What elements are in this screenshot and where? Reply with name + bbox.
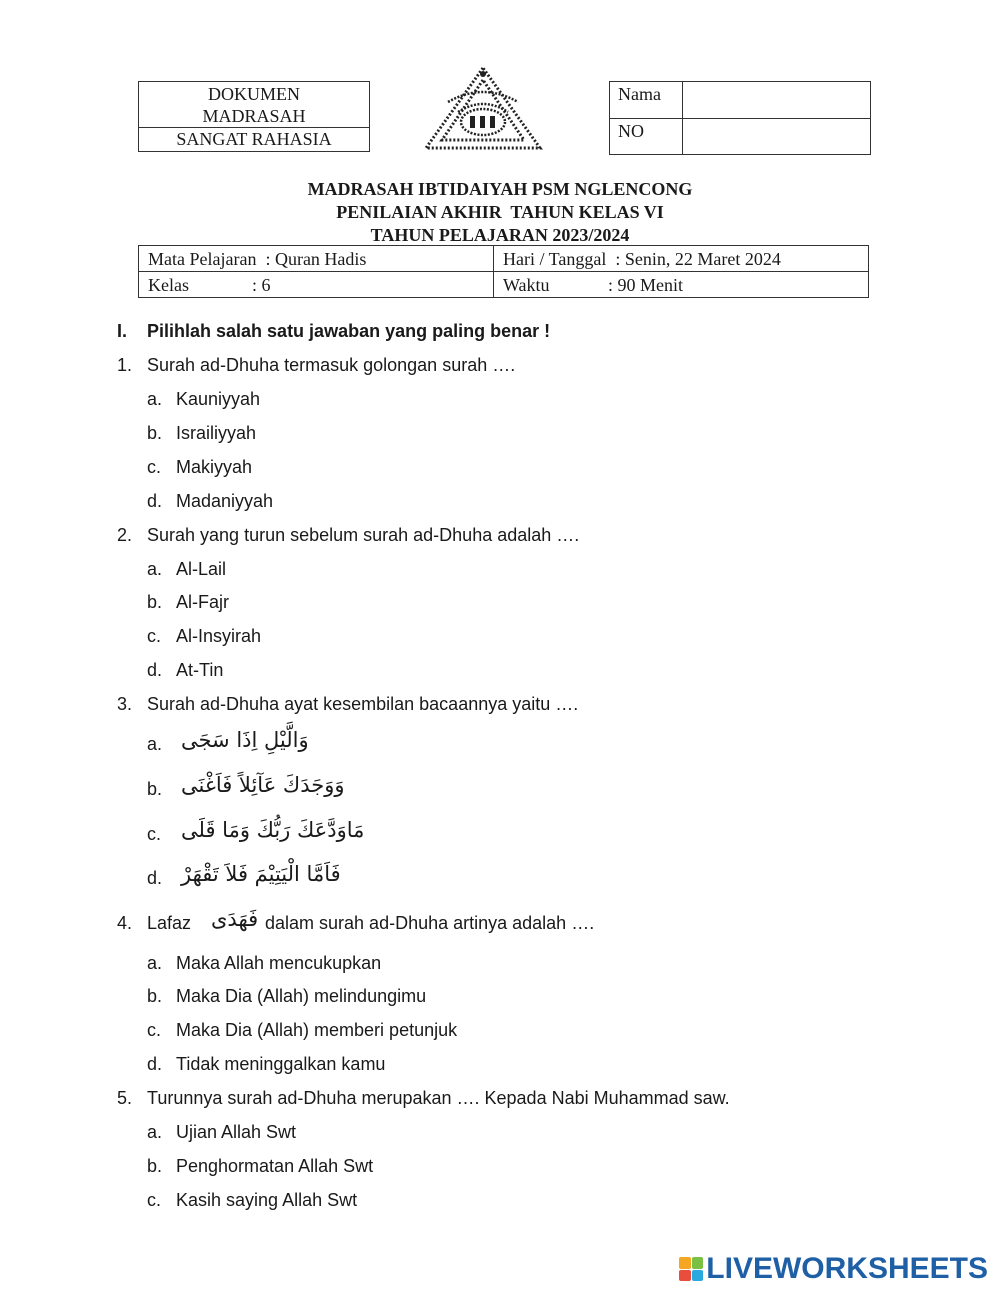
q1-option-a[interactable] [147, 389, 261, 410]
section-heading [117, 321, 551, 342]
q4-option-b[interactable] [147, 986, 427, 1007]
student-identity-box [609, 81, 871, 155]
liveworksheets-brand-text: LIVEWORKSHEETS [706, 1252, 988, 1285]
option-text: Maka Allah mencukupkan [176, 953, 382, 973]
option-letter: b. [147, 1156, 163, 1176]
liveworksheets-badge-icon [679, 1257, 703, 1281]
name-field[interactable] [683, 82, 870, 118]
option-text: Maka Dia (Allah) memberi petunjuk [176, 1020, 458, 1040]
question-number: 3. [117, 694, 133, 714]
no-row [610, 119, 870, 155]
question-number: 5. [117, 1088, 133, 1108]
option-letter: b. [147, 592, 163, 612]
no-field[interactable] [683, 119, 870, 155]
option-arabic-text: فَاَمَّا الْيَتِيْمَ فَلاَ تَقْهَرْ [181, 862, 341, 886]
question-number: 4. [117, 913, 133, 933]
school-logo-icon [418, 62, 548, 154]
option-text: Penghormatan Allah Swt [176, 1156, 374, 1176]
q3-option-c[interactable] [147, 818, 377, 852]
option-letter: b. [147, 779, 163, 799]
option-letter: b. [147, 423, 163, 443]
question-number: 2. [117, 525, 133, 545]
option-arabic-text: وَوَجَدَكَ عَآئِلاً فَاَغْنَى [181, 773, 345, 797]
no-label: NO [610, 119, 683, 155]
q4-option-d[interactable] [147, 1054, 386, 1075]
option-letter: d. [147, 868, 163, 888]
exam-info-table [138, 245, 869, 298]
name-row [610, 82, 870, 119]
option-arabic-text: مَاوَدَّعَكَ رَبُّكَ وَمَا قَلَى [181, 818, 365, 842]
option-text: Al-Insyirah [176, 626, 262, 646]
q2-option-d[interactable] [147, 660, 224, 681]
q5-option-b[interactable] [147, 1156, 374, 1177]
exam-title: PENILAIAN AKHIR TAHUN KELAS VI [336, 202, 664, 222]
option-letter: c. [147, 626, 162, 646]
option-letter: c. [147, 1190, 162, 1210]
option-letter: c. [147, 1020, 162, 1040]
option-text: Tidak meninggalkan kamu [176, 1054, 386, 1074]
option-letter: b. [147, 986, 163, 1006]
option-text: Makiyyah [176, 457, 253, 477]
section-number: I. [117, 321, 128, 341]
option-text: Madaniyyah [176, 491, 274, 511]
question-text-before: Lafaz [147, 913, 192, 933]
q3-option-d[interactable] [147, 862, 367, 896]
q5-option-a[interactable] [147, 1122, 297, 1143]
option-text: At-Tin [176, 660, 224, 680]
q4-option-c[interactable] [147, 1020, 458, 1041]
q5-option-c[interactable] [147, 1190, 358, 1211]
q1-option-d[interactable] [147, 491, 274, 512]
option-text: Al-Fajr [176, 592, 229, 612]
option-letter: c. [147, 824, 162, 844]
doc-line-3: SANGAT RAHASIA [139, 127, 369, 150]
question-text: Surah yang turun sebelum surah ad-Dhuha adalah …. [147, 525, 580, 545]
option-text: Al-Lail [176, 559, 227, 579]
liveworksheets-logo[interactable] [679, 1252, 988, 1286]
option-text: Ujian Allah Swt [176, 1122, 297, 1142]
time-cell: Waktu : 90 Menit [494, 272, 869, 298]
doc-line-2: MADRASAH [202, 106, 306, 126]
doc-line-1: DOKUMEN [208, 84, 300, 104]
question-text: Turunnya surah ad-Dhuha merupakan …. Kepada Nabi Muhammad saw. [147, 1088, 730, 1108]
question-arabic-word: فَهَدَى [211, 907, 259, 931]
option-letter: a. [147, 1122, 163, 1142]
q3-option-b[interactable] [147, 773, 367, 807]
question-text: Surah ad-Dhuha ayat kesembilan bacaannya yaitu …. [147, 694, 579, 714]
option-arabic-text: وَالَّيْلِ اِذَا سَجَى [181, 728, 309, 752]
option-letter: d. [147, 1054, 163, 1074]
option-text: Israiliyyah [176, 423, 257, 443]
q1-option-b[interactable] [147, 423, 257, 444]
subject-cell: Mata Pelajaran : Quran Hadis [139, 246, 494, 272]
date-cell: Hari / Tanggal : Senin, 22 Maret 2024 [494, 246, 869, 272]
q2-option-c[interactable] [147, 626, 262, 647]
school-title: MADRASAH IBTIDAIYAH PSM NGLENCONG [307, 179, 693, 199]
q2-option-a[interactable] [147, 559, 227, 580]
option-letter: d. [147, 660, 163, 680]
option-text: Kasih saying Allah Swt [176, 1190, 358, 1210]
year-title: TAHUN PELAJARAN 2023/2024 [370, 225, 630, 245]
q3-option-a[interactable] [147, 728, 347, 762]
option-text: Kauniyyah [176, 389, 261, 409]
document-classification-box [138, 81, 370, 152]
question-text: Surah ad-Dhuha termasuk golongan surah …. [147, 355, 516, 375]
option-letter: a. [147, 734, 163, 754]
section-instruction: Pilihlah salah satu jawaban yang paling benar ! [147, 321, 551, 341]
q2-option-b[interactable] [147, 592, 229, 613]
question-4 [117, 907, 977, 943]
question-number: 1. [117, 355, 133, 375]
name-label: Nama [610, 82, 683, 118]
q4-option-a[interactable] [147, 953, 382, 974]
class-cell: Kelas : 6 [139, 272, 494, 298]
q1-option-c[interactable] [147, 457, 253, 478]
option-letter: a. [147, 389, 163, 409]
question-text-after: dalam surah ad-Dhuha artinya adalah …. [265, 913, 595, 933]
option-text: Maka Dia (Allah) melindungimu [176, 986, 427, 1006]
option-letter: d. [147, 491, 163, 511]
option-letter: a. [147, 953, 163, 973]
option-letter: c. [147, 457, 162, 477]
option-letter: a. [147, 559, 163, 579]
